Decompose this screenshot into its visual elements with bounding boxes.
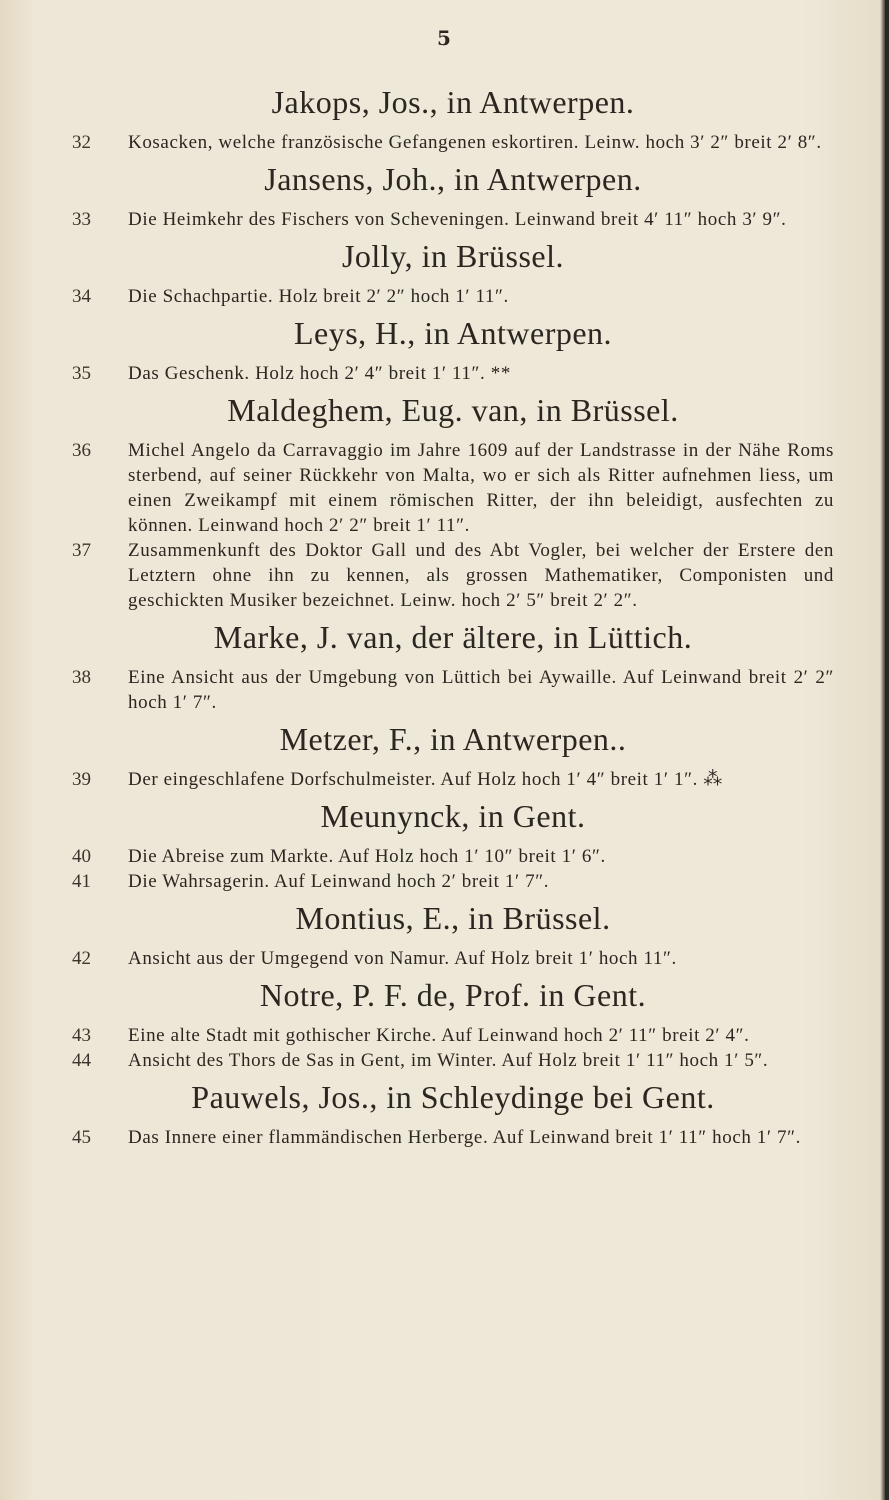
artist-heading: Pauwels, Jos., in Schleydinge bei Gent. [191,1079,715,1115]
artist-heading: Jolly, in Brüssel. [341,238,565,274]
page-edge [885,0,889,1500]
entry-description: Der eingeschlafene Dorfschulmeister. Auf Holz hoch 1′ 4″ breit 1′ 1″. ⁂ [128,769,723,790]
entry-number: 42 [72,948,91,969]
entry-description: Die Heimkehr des Fischers von Scheveningen. Leinwand breit 4′ 11″ hoch 3′ 9″. [128,209,787,230]
entry-description: Kosacken, welche französische Gefangenen eskortiren. Leinw. hoch 3′ 2″ breit 2′ 8″. [128,132,822,153]
catalogue-entry [72,946,834,971]
entry-number: 34 [72,286,91,307]
catalogue-entry [72,665,834,715]
catalogue-content [72,78,834,1150]
artist-heading: Leys, H., in Antwerpen. [293,315,613,351]
entry-number: 44 [72,1050,91,1071]
catalogue-entry [72,438,834,538]
entry-number: 38 [72,667,91,688]
entry-number: 39 [72,769,91,790]
artist-heading: Marke, J. van, der ältere, in Lüttich. [213,619,693,655]
catalogue-entry [72,130,834,155]
catalogue-entry [72,284,834,309]
page-number: 5 [437,26,452,50]
artist-heading: Montius, E., in Brüssel. [295,900,611,936]
catalogue-entry [72,207,834,232]
entry-number: 32 [72,132,91,153]
catalogue-entry [72,869,834,894]
entry-number: 36 [72,440,91,461]
catalogue-entry [72,1125,834,1150]
entry-description: Eine alte Stadt mit gothischer Kirche. Auf Leinwand hoch 2′ 11″ breit 2′ 4″. [128,1025,750,1046]
entry-description: Das Geschenk. Holz hoch 2′ 4″ breit 1′ 11″. ** [128,363,511,384]
entry-number: 35 [72,363,91,384]
entry-description: Ansicht aus der Umgegend von Namur. Auf Holz breit 1′ hoch 11″. [128,948,677,969]
entry-number: 43 [72,1025,91,1046]
catalogue-entry [72,767,834,792]
catalogue-entry [72,1048,834,1073]
entry-number: 41 [72,871,91,892]
catalogue-entry [72,538,834,613]
entry-number: 40 [72,846,91,867]
entry-description: Die Abreise zum Markte. Auf Holz hoch 1′ 10″ breit 1′ 6″. [128,846,606,867]
artist-heading: Jansens, Joh., in Antwerpen. [264,161,642,197]
artist-heading: Notre, P. F. de, Prof. in Gent. [259,977,647,1013]
entry-number: 33 [72,209,91,230]
catalogue-entry [72,844,834,869]
artist-heading: Metzer, F., in Antwerpen.. [279,721,627,757]
entry-description: Michel Angelo da Carravaggio im Jahre 1609 auf der Landstrasse in der Nähe Roms sterbend, auf seiner Rückkehr von Malta, wo er sich als Ritter aufnehmen liess, um einen Zweikampf mit einem römischen Ritter, der ihn beleidigt, ausfechten zu können. Leinwand hoch 2′ 2″ breit 1′ 11″. [128,440,834,536]
catalogue-entry [72,361,834,386]
entry-description: Die Schachpartie. Holz breit 2′ 2″ hoch 1′ 11″. [128,286,509,307]
artist-heading: Maldeghem, Eug. van, in Brüssel. [227,392,679,428]
entry-number: 37 [72,540,91,561]
entry-description: Die Wahrsagerin. Auf Leinwand hoch 2′ breit 1′ 7″. [128,871,550,892]
catalogue-entry [72,1023,834,1048]
entry-description: Ansicht des Thors de Sas in Gent, im Winter. Auf Holz breit 1′ 11″ hoch 1′ 5″. [128,1050,769,1071]
entry-description: Das Innere einer flammändischen Herberge. Auf Leinwand breit 1′ 11″ hoch 1′ 7″. [128,1127,801,1148]
entry-description: Zusammenkunft des Doktor Gall und des Abt Vogler, bei welcher der Erstere den Letztern ohne ihn zu kennen, als grossen Mathematiker, Componisten und geschickten Musiker bezeichnet. Leinw. hoch 2′ 5″ breit 2′ 2″. [128,540,834,611]
entry-description: Eine Ansicht aus der Umgebung von Lüttich bei Aywaille. Auf Leinwand breit 2′ 2″ hoch 1′ 7″. [128,667,834,713]
artist-heading: Meunynck, in Gent. [320,798,586,834]
entry-number: 45 [72,1127,91,1148]
artist-heading: Jakops, Jos., in Antwerpen. [271,84,635,120]
